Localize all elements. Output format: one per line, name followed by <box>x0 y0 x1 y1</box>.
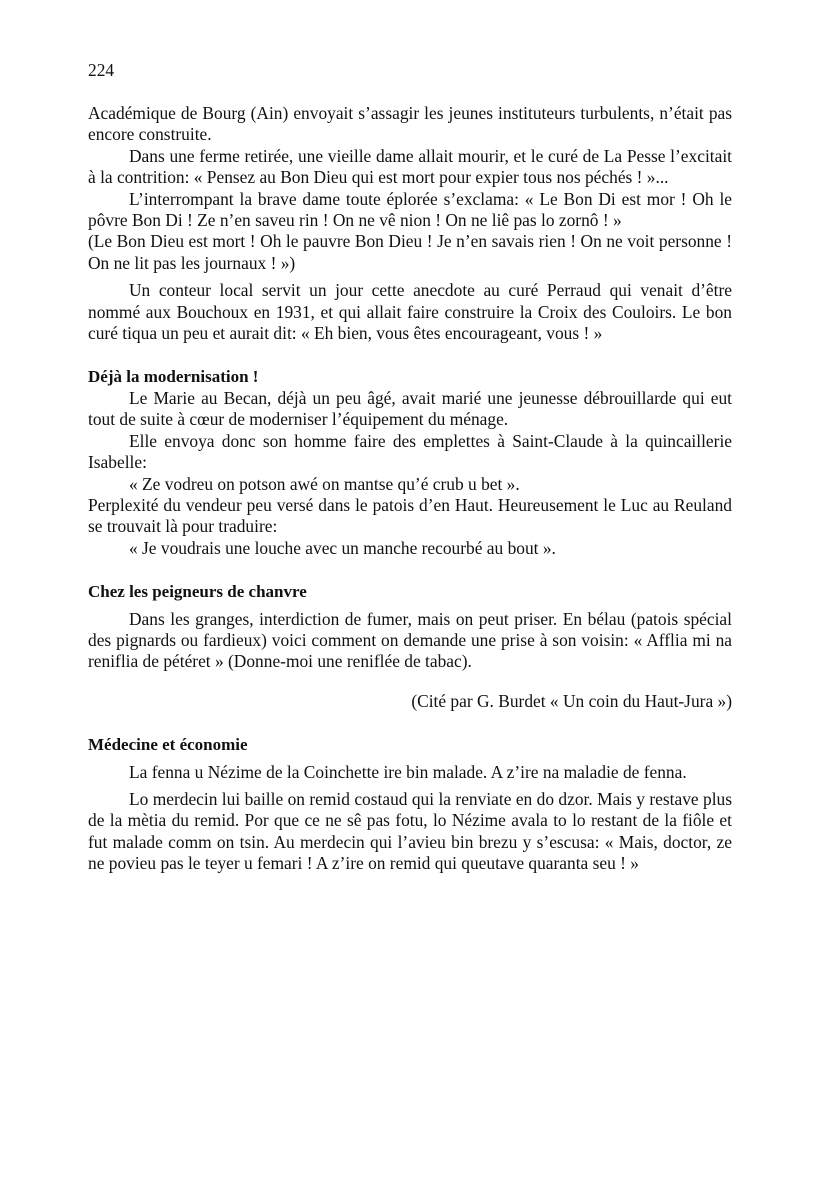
paragraph: Dans une ferme retirée, une vieille dame allait mourir, et le curé de La Pesse l’excitait à la contrition: « Pensez au Bon Dieu qui est mort pour expier tous nos péchés ! »... <box>88 145 732 188</box>
paragraph-translation: (Le Bon Dieu est mort ! Oh le pauvre Bon Dieu ! Je n’en savais rien ! On ne voit personne ! On ne lit pas les journaux ! ») <box>88 231 732 273</box>
section-title: Médecine et économie <box>88 735 248 755</box>
paragraph: Le Marie au Becan, déjà un peu âgé, avait marié une jeunesse débrouillarde qui eut tout de suite à cœur de moderniser l’équipement du ménage. <box>88 387 732 430</box>
section-title: Chez les peigneurs de chanvre <box>88 582 307 602</box>
paragraph: Perplexité du vendeur peu versé dans le patois d’en Haut. Heureusement le Luc au Reuland se trouvait là pour traduire: <box>88 494 732 537</box>
paragraph: Un conteur local servit un jour cette anecdote au curé Perraud qui venait d’être nommé aux Bouchoux en 1931, et qui allait faire construire la Croix des Couloirs. Le bon curé tiqua un peu et aurait dit: « Eh bien, vous êtes encourageant, vous ! » <box>88 280 732 344</box>
page-number: 224 <box>88 60 115 80</box>
citation: (Cité par G. Burdet « Un coin du Haut-Jura ») <box>411 690 732 711</box>
page-body <box>88 103 732 875</box>
paragraph: La fenna u Nézime de la Coinchette ire bin malade. A z’ire na maladie de fenna. <box>129 761 687 782</box>
paragraph: Dans les granges, interdiction de fumer, mais on peut priser. En bélau (patois spécial des pignards ou fardieux) voici comment on demande une prise à son voisin: « Afflia mi na reniflia de pétéret » (Donne-moi une reniflée de tabac). <box>88 608 732 672</box>
paragraph: Lo merdecin lui baille on remid costaud qui la renviate en do dzor. Mais y restave plus de la mètia du remid. Por que ce ne sê pas fotu, lo Nézime avala to lo restant de la fiôle et fut malade comm on tsin. Au merdecin qui l’avieu bin brezu y s’escusa: « Mais, doctor, ze ne povieu pas le teyer u femari ! A z’ire on remid qui queutave quaranta seu ! » <box>88 788 732 874</box>
section-title: Déjà la modernisation ! <box>88 367 259 387</box>
paragraph: Elle envoya donc son homme faire des emplettes à Saint-Claude à la quincaillerie Isabelle: <box>88 430 732 473</box>
dialogue-quote: « Je voudrais une louche avec un manche recourbé au bout ». <box>129 537 556 558</box>
paragraph: L’interrompant la brave dame toute éplorée s’exclama: « Le Bon Di est mor ! Oh le pôvre Bon Di ! Ze n’en saveu rin ! On ne vê nion ! On ne liê pas lo zornô ! » <box>88 188 732 231</box>
paragraph: Académique de Bourg (Ain) envoyait s’assagir les jeunes instituteurs turbulents, n’était pas encore construite. <box>88 103 732 145</box>
dialogue-quote: « Ze vodreu on potson awé on mantse qu’é crub u bet ». <box>129 473 520 494</box>
